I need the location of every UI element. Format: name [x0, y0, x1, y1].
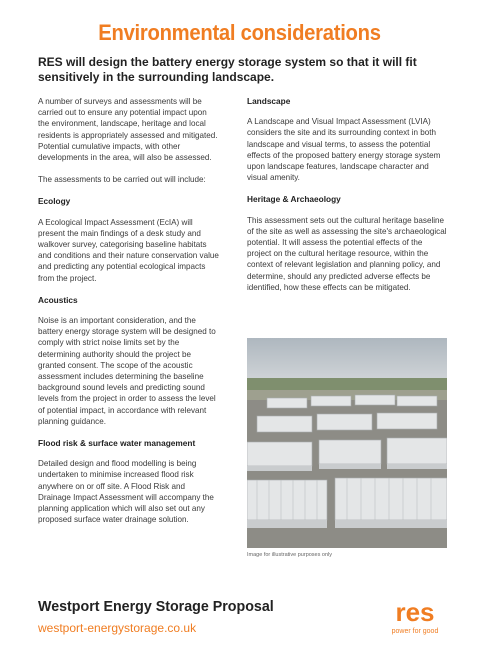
photo-caption: Image for illustrative purposes only [247, 552, 332, 558]
acoustics-text: Noise is an important consideration, and the battery energy storage system will be designed to comply with strict noise limits set by the determining authority should the project be granted consent. The scope of the acoustic assessment includes determining the baseline background sound levels and predicting sound levels from the project in order to assess the level of potential impact, in accordance with relevant planning guidance. [38, 316, 216, 426]
website-link[interactable]: westport-energystorage.co.uk [38, 621, 197, 635]
lead-statement: RES will design the battery energy storage system so that it will fit sensitively in the surrounding landscape. [38, 55, 417, 84]
flood-text: Detailed design and flood modelling is being undertaken to minimise increased flood risk anywhere on or off site. A Flood Risk and Drainage Impact Assessment will accompany the planning application which will also set out any proposed surface water drainage solution. [38, 459, 214, 525]
heritage-text: This assessment sets out the cultural heritage baseline of the site as well as assessing the site's archaeological potential. It will assess the potential effects of the project on the cultural heritage resource, within the context of relevant legislation and planning policy, and determine, should any predicted adverse effects be identified, how these effects can be mitigated. [247, 215, 447, 292]
right-column [247, 96, 447, 304]
project-name: Westport Energy Storage Proposal [38, 598, 274, 615]
ecology-text: A Ecological Impact Assessment (EcIA) will present the main findings of a desk study and walkover survey, categorising baseline habitats and conditions and their nature conservation value and predicting any potential ecological impacts from the project. [38, 217, 219, 283]
ecology-heading: Ecology [38, 196, 71, 207]
heritage-heading: Heritage & Archaeology [247, 194, 341, 205]
battery-storage-photo [247, 338, 447, 548]
logo-wordmark: res [395, 597, 435, 627]
battery-storage-illustration [247, 338, 447, 548]
logo-tagline: power for good [391, 628, 439, 635]
intro-paragraph: A number of surveys and assessments will be carried out to ensure any potential impact upon the environment, landscape, heritage and local residents is appropriately assessed and mitigated. Potential cumulative impacts, with other developments in the area, will also be assessed. [38, 97, 218, 163]
landscape-heading: Landscape [247, 96, 291, 106]
page-title: Environmental considerations [98, 20, 381, 45]
left-column [38, 96, 220, 537]
acoustics-heading: Acoustics [38, 294, 78, 305]
flood-heading: Flood risk & surface water management [38, 438, 196, 449]
landscape-text: A Landscape and Visual Impact Assessment (LVIA) considers the site and its surrounding context in both landscape and visual terms, to assess the potential effects of the proposed battery energy storage system upon landscape features, landscape character and visual amenity. [247, 117, 441, 183]
intro-list-lead: The assessments to be carried out will include: [38, 175, 206, 185]
res-logo [380, 597, 450, 637]
